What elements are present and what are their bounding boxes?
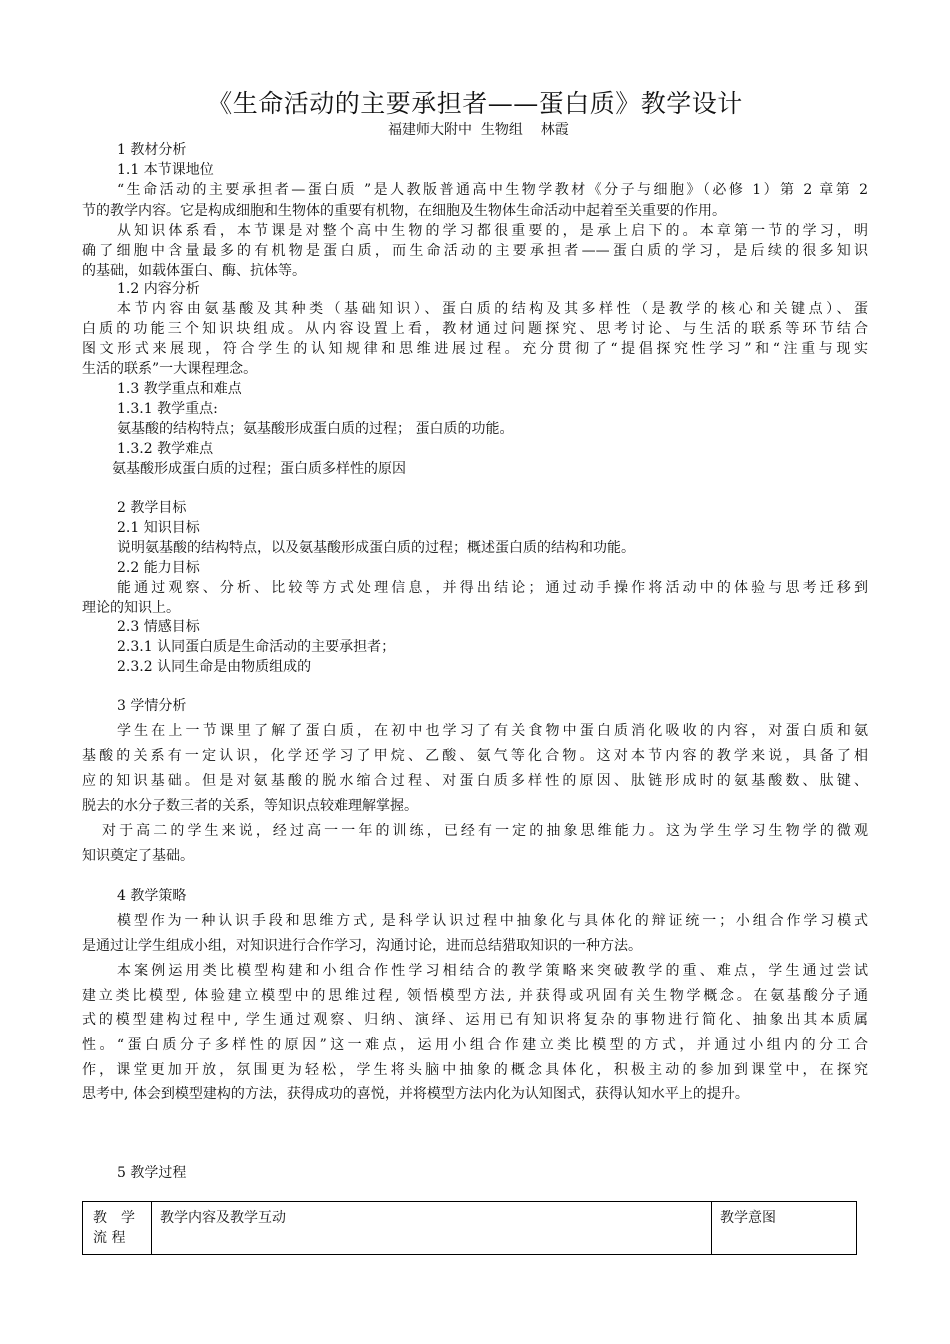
teaching-process-table: [82, 1201, 857, 1255]
table-header-process: 教 学流 程: [83, 1202, 152, 1255]
author-byline: 福建师大附中 生物组 林霞: [388, 122, 569, 138]
paragraph-line: 2.3.1 认同蛋白质是生命活动的主要承担者；: [117, 639, 396, 655]
paragraph-line: 知识奠定了基础。: [82, 848, 194, 864]
paragraph-line: 对于高二的学生来说，经过高一一年的训练，已经有一定的抽象思维能力。这为学生学习生物学的微观: [102, 823, 868, 839]
heading-2: 2 教学目标: [117, 500, 187, 516]
heading-3: 3 学情分析: [117, 698, 187, 714]
paragraph-line: 模型作为一种认识手段和思维方式, 是科学认识过程中抽象化与具体化的辩证统一；小组合作学习模式: [117, 913, 868, 929]
paragraph-line: 思考中, 体会到模型建构的方法，获得成功的喜悦，并将模型方法内化为认知图式，获得认知水平上的提升。: [82, 1086, 749, 1102]
paragraph-line: 图文形式来展现，符合学生的认知规律和思维进展过程。充分贯彻了“提倡探究性学习”和“注重与现实: [82, 341, 868, 357]
heading-1-3-2: 1.3.2 教学难点: [117, 441, 214, 457]
table-header-intent: 教学意图: [712, 1202, 857, 1255]
paragraph-line: 式的模型建构过程中, 学生通过观察、归纳、演绎、运用已有知识将复杂的事物进行简化、抽象出其本质属: [82, 1012, 868, 1028]
heading-1-3: 1.3 教学重点和难点: [117, 381, 242, 397]
paragraph-line: 氨基酸形成蛋白质的过程；蛋白质多样性的原因: [112, 461, 406, 477]
heading-2-3: 2.3 情感目标: [117, 619, 200, 635]
paragraph-line: 白质的功能三个知识块组成。从内容设置上看，教材通过问题探究、思考讨论、与生活的联系等环节结合: [82, 321, 868, 337]
paragraph-line: 氨基酸的结构特点；氨基酸形成蛋白质的过程； 蛋白质的功能。: [117, 421, 514, 437]
paragraph-line: 本节内容由氨基酸及其种类（基础知识）、蛋白质的结构及其多样性（是教学的核心和关键点）、蛋: [117, 301, 868, 317]
paragraph-line: 是通过让学生组成小组，对知识进行合作学习，沟通讨论，进而总结猎取知识的一种方法。: [82, 938, 642, 954]
heading-1-2: 1.2 内容分析: [117, 281, 200, 297]
document-title: 《生命活动的主要承担者——蛋白质》教学设计: [207, 89, 743, 118]
paragraph-line: 的基础，如载体蛋白、酶、抗体等。: [82, 263, 306, 279]
paragraph-line: 建立类比模型, 体验建立模型中的思维过程, 领悟模型方法, 并获得或巩固有关生物学概念。在氨基酸分子通: [82, 988, 868, 1004]
paragraph-line: 生活的联系”一大课程理念。: [82, 361, 258, 377]
paragraph-line: 作，课堂更加开放，氛围更为轻松，学生将头脑中抽象的概念具体化，积极主动的参加到课堂中，在探究: [82, 1062, 868, 1078]
paragraph-line: 性。“蛋白质分子多样性的原因”这一难点，运用小组合作建立类比模型的方式，并通过小组内的分工合: [82, 1037, 868, 1053]
table-header-content: 教学内容及教学互动: [152, 1202, 712, 1255]
paragraph-line: 应的知识基础。但是对氨基酸的脱水缩合过程、对蛋白质多样性的原因、肽链形成时的氨基酸数、肽键、: [82, 773, 868, 789]
heading-2-2: 2.2 能力目标: [117, 560, 200, 576]
paragraph-line: 本案例运用类比模型构建和小组合作性学习相结合的教学策略来突破教学的重、难点，学生通过尝试: [117, 963, 868, 979]
paragraph-line: 脱去的水分子数三者的关系，等知识点较难理解掌握。: [82, 798, 418, 814]
paragraph-line: 2.3.2 认同生命是由物质组成的: [117, 659, 312, 675]
heading-1-3-1: 1.3.1 教学重点:: [117, 401, 218, 417]
heading-1-1: 1.1 本节课地位: [117, 162, 214, 178]
heading-5: 5 教学过程: [117, 1165, 187, 1181]
paragraph-line: 基酸的关系有一定认识，化学还学习了甲烷、乙酸、氨气等化合物。这对本节内容的教学来说，具备了相: [82, 748, 868, 764]
paragraph-line: 能通过观察、分析、比较等方式处理信息，并得出结论；通过动手操作将活动中的体验与思考迁移到: [117, 580, 868, 596]
paragraph-line: 理论的知识上。: [82, 600, 180, 616]
heading-2-1: 2.1 知识目标: [117, 520, 200, 536]
paragraph-line: 节的教学内容。它是构成细胞和生物体的重要有机物，在细胞及生物体生命活动中起着至关重要的作用。: [82, 203, 726, 219]
paragraph-line: 确了细胞中含量最多的有机物是蛋白质，而生命活动的主要承担者——蛋白质的学习，是后续的很多知识: [82, 243, 868, 259]
paragraph-line: “生命活动的主要承担者—蛋白质 ”是人教版普通高中生物学教材《分子与细胞》（必修 1）第 2 章第 2: [117, 182, 868, 198]
heading-1: 1 教材分析: [117, 142, 187, 158]
paragraph-line: 从知识体系看，本节课是对整个高中生物的学习都很重要的，是承上启下的。本章第一节的学习，明: [117, 223, 868, 239]
table-row: [83, 1202, 857, 1255]
paragraph-line: 说明氨基酸的结构特点，以及氨基酸形成蛋白质的过程；概述蛋白质的结构和功能。: [117, 540, 635, 556]
paragraph-line: 学生在上一节课里了解了蛋白质，在初中也学习了有关食物中蛋白质消化吸收的内容，对蛋白质和氨: [117, 723, 868, 739]
heading-4: 4 教学策略: [117, 888, 187, 904]
